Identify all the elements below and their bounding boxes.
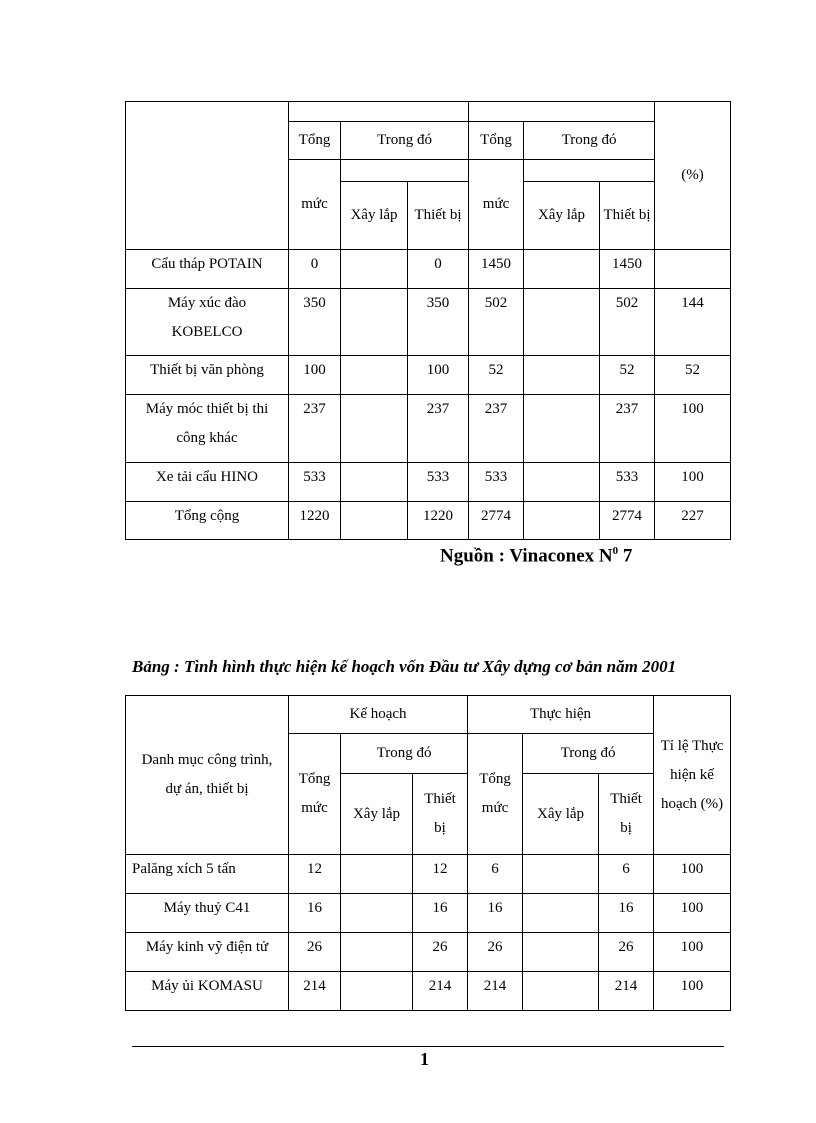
table-row: Xe tải cẩu HINO 533 533 533 533 100: [126, 463, 731, 502]
table-row-total: Tổng cộng 1220 1220 2774 2774 227: [126, 502, 731, 540]
trong-do-header: Trong đó: [341, 734, 468, 774]
table-row: Thiết bị văn phòng 100 100 52 52 52: [126, 356, 731, 395]
table-row: Palăng xích 5 tấn 12 12 6 6 100: [126, 855, 731, 894]
xay-lap-header: Xây lắp: [341, 774, 413, 855]
table-row: Máy móc thiết bị thi công khác 237 237 237 237 100: [126, 395, 731, 463]
thiet-bi-header: Thiết bị: [600, 182, 655, 250]
xay-lap-header: Xây lắp: [524, 182, 600, 250]
header-row-top: [126, 102, 731, 122]
table-row: Cẩu tháp POTAIN 0 0 1450 1450: [126, 250, 731, 289]
table-row: Máy xúc đào KOBELCO 350 350 502 502 144: [126, 289, 731, 356]
page-number: 1: [420, 1049, 429, 1069]
source-note: Nguồn : Vinaconex $N^0$ 7: [440, 545, 633, 567]
muc-header: mức: [289, 160, 341, 250]
xay-lap-header: Xây lắp: [523, 774, 599, 855]
tong-muc-header: Tổng mức: [289, 734, 341, 855]
table-investment-2000: [125, 101, 731, 540]
header-blank-cell: [126, 102, 289, 250]
danh-muc-header: Danh mục công trình, dự án, thiết bị: [126, 696, 289, 855]
thiet-bi-header: Thiết bị: [599, 774, 654, 855]
trong-do-header: Trong đó: [341, 122, 469, 160]
percent-header: (%): [655, 102, 731, 250]
thiet-bi-header: Thiết bị: [413, 774, 468, 855]
trong-do-header: Trong đó: [523, 734, 654, 774]
tong-header: Tổng: [289, 122, 341, 160]
ti-le-header: Tỉ lệ Thực hiện kế hoạch (%): [654, 696, 731, 855]
tong-header: Tổng: [469, 122, 524, 160]
footer-divider: [132, 1046, 724, 1047]
thiet-bi-header: Thiết bị: [408, 182, 469, 250]
xay-lap-header: Xây lắp: [341, 182, 408, 250]
table-row: Máy kinh vỹ điện tử 26 26 26 26 100: [126, 933, 731, 972]
trong-do-header: Trong đó: [524, 122, 655, 160]
table-row: Máy ủi KOMASU 214 214 214 214 100: [126, 972, 731, 1011]
muc-header: mức: [469, 160, 524, 250]
ke-hoach-header: Kế hoạch: [289, 696, 468, 734]
table-caption: Bảng : Tình hình thực hiện kế hoạch vốn Đầu tư Xây dựng cơ bản năm 2001: [132, 657, 677, 676]
table-investment-2001: [125, 695, 731, 1011]
thuc-hien-header: Thực hiện: [468, 696, 654, 734]
table-row: Máy thuỷ C41 16 16 16 16 100: [126, 894, 731, 933]
tong-muc-header: Tổng mức: [468, 734, 523, 855]
